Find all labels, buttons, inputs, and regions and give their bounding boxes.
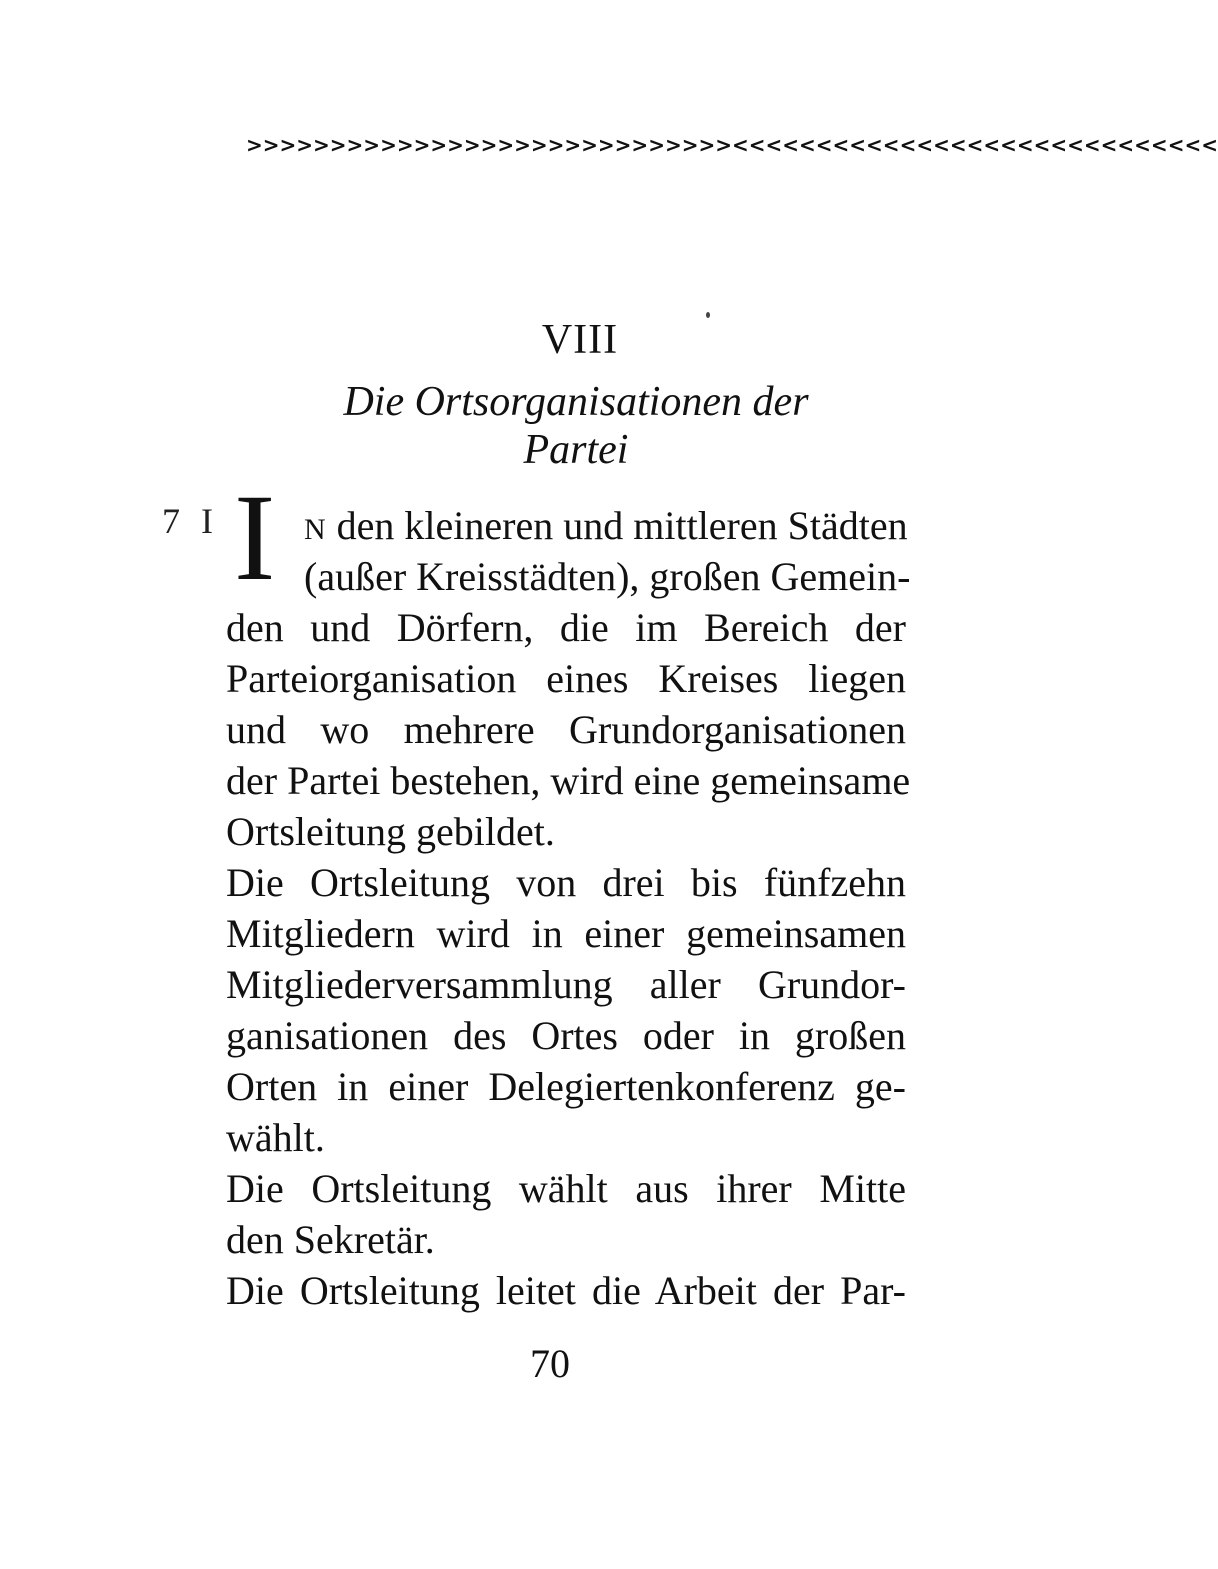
text-line-8: Die Ortsleitung von drei bis fünfzehn	[226, 860, 906, 905]
page-number: 70	[530, 1341, 570, 1386]
text-line-2: (außer Kreisstädten), großen Gemein-	[304, 554, 911, 599]
text-line-5: und wo mehrere Grundorganisationen	[226, 707, 906, 752]
chapter-title: Die Ortsorganisationen der Partei	[343, 379, 809, 473]
text-line-7: Ortsleitung gebildet.	[226, 809, 555, 854]
text-line-10: Mitgliederversammlung aller Grundor-	[226, 962, 906, 1007]
section-margin-number: 7 I	[162, 501, 219, 541]
text-line-15: den Sekretär.	[226, 1217, 435, 1262]
drop-cap-letter: I	[234, 469, 276, 606]
text-line-4: Parteiorganisation eines Kreises liegen	[226, 656, 906, 701]
text-line-3: den und Dörfern, die im Bereich der	[226, 605, 906, 650]
ornament-right-marks: <<<<<<<<<<<<<<<<<<<<<<<<<<<<<	[731, 133, 1218, 157]
text-line-16: Die Ortsleitung leitet die Arbeit der Par-	[226, 1268, 906, 1313]
body-paragraph	[226, 500, 911, 1316]
ornament-left-marks: >>>>>>>>>>>>>>>>>>>>>>>>>>>>>	[246, 133, 732, 157]
smallcaps-continuation: N	[304, 513, 327, 546]
print-speck	[706, 312, 710, 318]
text-line-1	[226, 500, 906, 551]
decorative-ornament-rule	[246, 132, 1218, 158]
chapter-number: VIII	[541, 317, 619, 363]
text-line-9: Mitgliedern wird in einer gemeinsamen	[226, 911, 906, 956]
text-line-14: Die Ortsleitung wählt aus ihrer Mitte	[226, 1166, 906, 1211]
text-line-11: ganisationen des Ortes oder in großen	[226, 1013, 906, 1058]
text-line-13: wählt.	[226, 1115, 325, 1160]
text-line-1-rest: den kleineren und mittleren Städten	[326, 503, 908, 548]
text-line-6: der Partei bestehen, wird eine gemeinsame	[226, 758, 911, 803]
text-line-12: Orten in einer Delegiertenkonferenz ge-	[226, 1064, 906, 1109]
